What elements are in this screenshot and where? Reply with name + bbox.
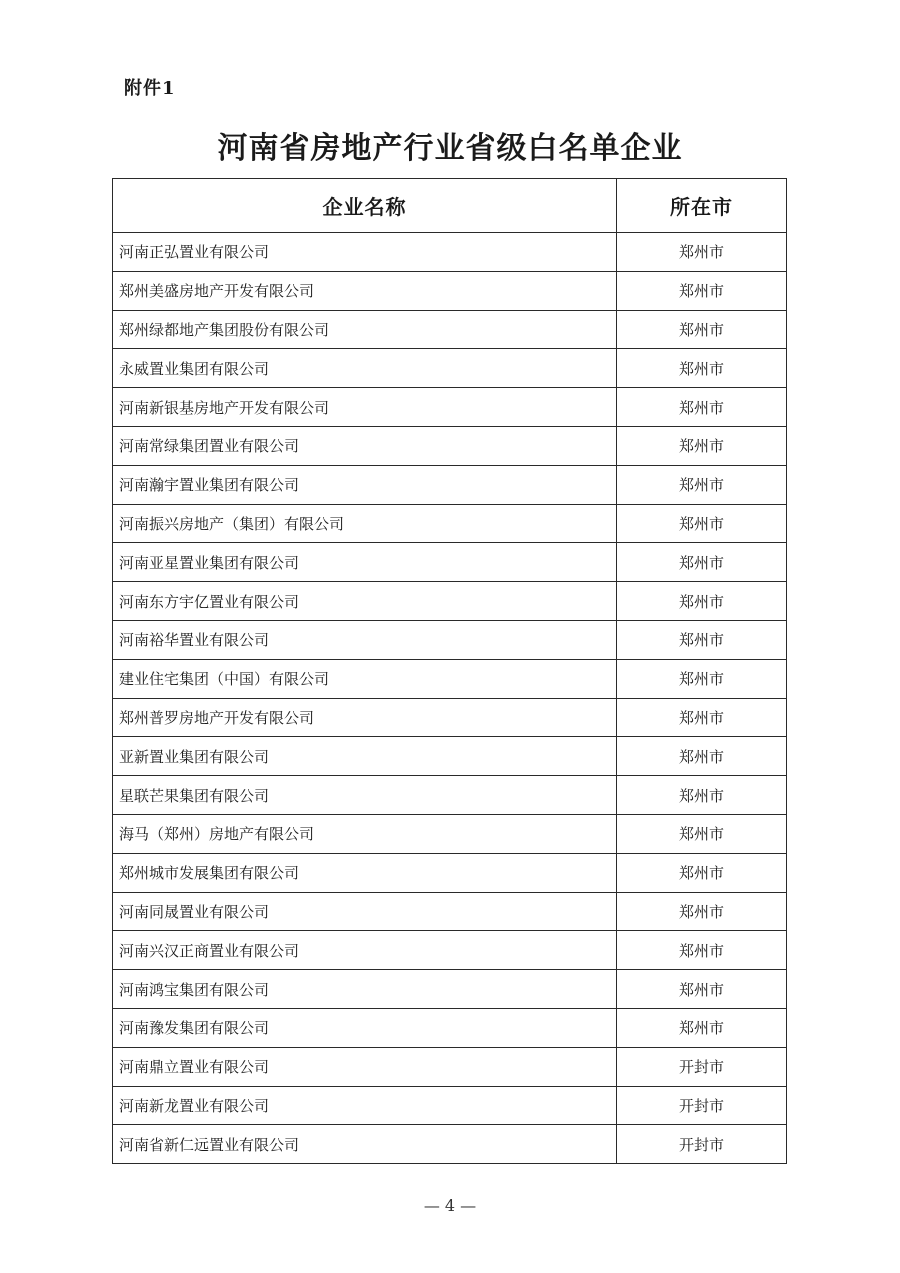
city-cell: 开封市 xyxy=(617,1047,787,1086)
table-row xyxy=(113,931,787,970)
city-cell: 郑州市 xyxy=(617,504,787,543)
company-name-cell: 郑州城市发展集团有限公司 xyxy=(113,853,617,892)
company-name-cell: 海马（郑州）房地产有限公司 xyxy=(113,814,617,853)
column-header-city: 所在市 xyxy=(617,179,787,233)
table-row xyxy=(113,543,787,582)
city-cell: 郑州市 xyxy=(617,970,787,1009)
table-row xyxy=(113,582,787,621)
city-cell: 郑州市 xyxy=(617,853,787,892)
city-cell: 郑州市 xyxy=(617,233,787,272)
company-name-cell: 河南新银基房地产开发有限公司 xyxy=(113,388,617,427)
table-row xyxy=(113,426,787,465)
city-cell: 郑州市 xyxy=(617,698,787,737)
table-row xyxy=(113,1047,787,1086)
document-title: 河南省房地产行业省级白名单企业 xyxy=(217,131,683,166)
city-cell: 开封市 xyxy=(617,1125,787,1164)
company-name-cell: 星联芒果集团有限公司 xyxy=(113,776,617,815)
table-row xyxy=(113,310,787,349)
city-cell: 郑州市 xyxy=(617,582,787,621)
company-name-cell: 亚新置业集团有限公司 xyxy=(113,737,617,776)
city-cell: 郑州市 xyxy=(617,814,787,853)
table-row xyxy=(113,698,787,737)
company-name-cell: 河南正弘置业有限公司 xyxy=(113,233,617,272)
column-header-company-name: 企业名称 xyxy=(113,179,617,233)
table-row xyxy=(113,271,787,310)
city-cell: 郑州市 xyxy=(617,776,787,815)
whitelist-table xyxy=(112,178,787,1164)
table-body xyxy=(113,233,787,1164)
table-row xyxy=(113,814,787,853)
company-name-cell: 河南常绿集团置业有限公司 xyxy=(113,426,617,465)
table-row xyxy=(113,970,787,1009)
table-row xyxy=(113,659,787,698)
city-cell: 郑州市 xyxy=(617,737,787,776)
company-name-cell: 河南同晟置业有限公司 xyxy=(113,892,617,931)
table-row xyxy=(113,620,787,659)
table-row xyxy=(113,504,787,543)
company-name-cell: 郑州绿都地产集团股份有限公司 xyxy=(113,310,617,349)
table-row xyxy=(113,388,787,427)
company-name-cell: 郑州普罗房地产开发有限公司 xyxy=(113,698,617,737)
table-row xyxy=(113,853,787,892)
city-cell: 郑州市 xyxy=(617,1008,787,1047)
city-cell: 郑州市 xyxy=(617,349,787,388)
company-name-cell: 河南省新仁远置业有限公司 xyxy=(113,1125,617,1164)
city-cell: 郑州市 xyxy=(617,388,787,427)
company-name-cell: 河南东方宇亿置业有限公司 xyxy=(113,582,617,621)
whitelist-table-container xyxy=(112,178,786,1164)
table-row xyxy=(113,892,787,931)
page-number: — 4 — xyxy=(423,1196,477,1215)
company-name-cell: 郑州美盛房地产开发有限公司 xyxy=(113,271,617,310)
table-row xyxy=(113,349,787,388)
table-row xyxy=(113,465,787,504)
city-cell: 郑州市 xyxy=(617,271,787,310)
table-row xyxy=(113,1086,787,1125)
table-row xyxy=(113,233,787,272)
city-cell: 郑州市 xyxy=(617,543,787,582)
city-cell: 开封市 xyxy=(617,1086,787,1125)
company-name-cell: 河南兴汉正商置业有限公司 xyxy=(113,931,617,970)
city-cell: 郑州市 xyxy=(617,310,787,349)
company-name-cell: 河南豫发集团有限公司 xyxy=(113,1008,617,1047)
table-row xyxy=(113,1008,787,1047)
company-name-cell: 河南振兴房地产（集团）有限公司 xyxy=(113,504,617,543)
city-cell: 郑州市 xyxy=(617,620,787,659)
company-name-cell: 河南新龙置业有限公司 xyxy=(113,1086,617,1125)
company-name-cell: 河南亚星置业集团有限公司 xyxy=(113,543,617,582)
company-name-cell: 建业住宅集团（中国）有限公司 xyxy=(113,659,617,698)
attachment-label: 附件1 xyxy=(124,78,176,99)
city-cell: 郑州市 xyxy=(617,426,787,465)
city-cell: 郑州市 xyxy=(617,931,787,970)
table-row xyxy=(113,737,787,776)
company-name-cell: 河南鼎立置业有限公司 xyxy=(113,1047,617,1086)
table-row xyxy=(113,776,787,815)
table-header-row xyxy=(113,179,787,233)
company-name-cell: 河南瀚宇置业集团有限公司 xyxy=(113,465,617,504)
company-name-cell: 河南裕华置业有限公司 xyxy=(113,620,617,659)
company-name-cell: 河南鸿宝集团有限公司 xyxy=(113,970,617,1009)
city-cell: 郑州市 xyxy=(617,465,787,504)
company-name-cell: 永威置业集团有限公司 xyxy=(113,349,617,388)
city-cell: 郑州市 xyxy=(617,892,787,931)
table-row xyxy=(113,1125,787,1164)
city-cell: 郑州市 xyxy=(617,659,787,698)
